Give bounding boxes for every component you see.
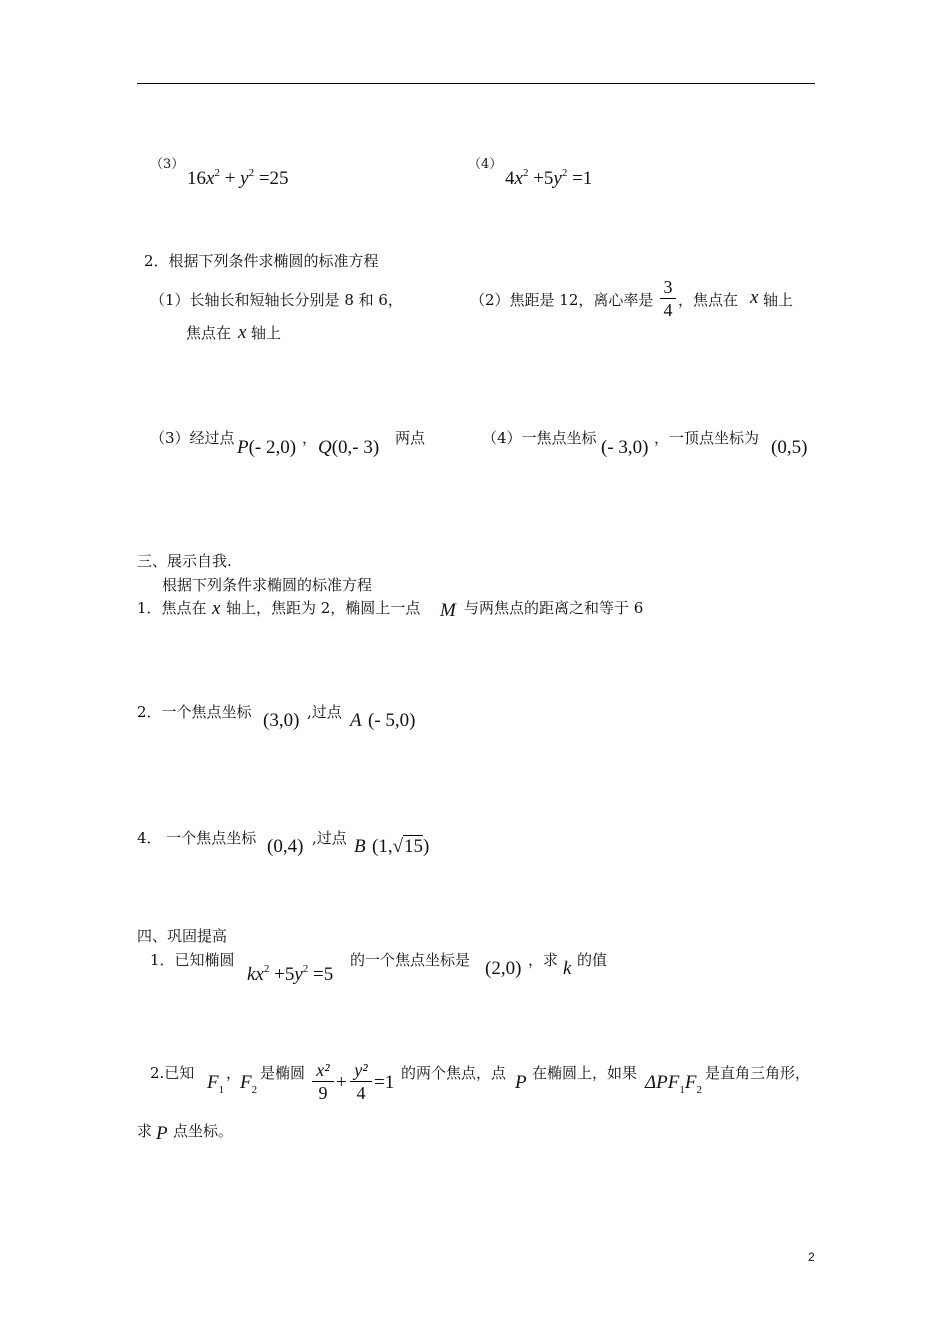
fraction-bar bbox=[350, 1081, 372, 1082]
s4-1-text-c: ，求 bbox=[528, 951, 559, 969]
q2-4-mid: ，一顶点坐标为 bbox=[654, 429, 760, 447]
section-4-title: 四、巩固提高 bbox=[137, 927, 228, 945]
s3-2-focus: (3,0) bbox=[263, 710, 300, 731]
s4-2-eq1: =1 bbox=[374, 1072, 395, 1093]
q2-3-comma: ， bbox=[302, 429, 318, 447]
s4-2-text-e: 是直角三角形， bbox=[705, 1064, 811, 1082]
fraction-denominator: 4 bbox=[663, 300, 673, 320]
point-open: (1, bbox=[372, 836, 393, 857]
s3-1-text-a: 1．焦点在 bbox=[137, 599, 207, 617]
fraction-denominator: 4 bbox=[356, 1083, 366, 1103]
fraction-numerator: x² bbox=[316, 1060, 330, 1080]
sqrt-radicand: 15 bbox=[404, 836, 424, 857]
question-2-title: 2．根据下列条件求椭圆的标准方程 bbox=[144, 252, 379, 270]
q2-4-focus: (- 3,0) bbox=[601, 437, 649, 458]
q2-4-vertex: (0,5) bbox=[771, 437, 808, 458]
section-3-title: 三、展示自我. bbox=[137, 552, 232, 570]
F2-subscript: 2 bbox=[251, 1084, 258, 1096]
triangle-sub-2: 2 bbox=[696, 1084, 702, 1096]
F1-letter: F bbox=[207, 1072, 219, 1093]
s3-2-text-a: 2．一个焦点坐标 bbox=[137, 703, 252, 721]
point-close: ) bbox=[423, 836, 430, 857]
s3-4-focus: (0,4) bbox=[267, 836, 304, 857]
s4-1-text-b: 的一个焦点坐标是 bbox=[350, 951, 471, 969]
s4-1-text-a: 1．已知椭圆 bbox=[150, 951, 235, 969]
triangle-sub-1: 1 bbox=[679, 1084, 685, 1096]
s4-2-text-b: 是椭圆 bbox=[260, 1064, 306, 1082]
s3-2-A: A bbox=[350, 710, 362, 731]
q2-2-x: x bbox=[750, 287, 759, 308]
fraction-denominator: 9 bbox=[318, 1083, 328, 1103]
q2-1-tail: 轴上 bbox=[251, 324, 282, 342]
q2-1-x: x bbox=[238, 322, 247, 343]
s3-2-text-b: ,过点 bbox=[307, 703, 342, 721]
s3-4-text-b: ,过点 bbox=[312, 829, 347, 847]
q2-3-point-Q: Q(0,- 3) bbox=[318, 437, 380, 458]
q2-4-text: （4）一焦点坐标 bbox=[482, 429, 597, 447]
s4-2-line2-b: 点坐标。 bbox=[173, 1122, 234, 1140]
fraction-y2-over-4 bbox=[350, 1060, 372, 1103]
s3-4-text-a: 4． 一个焦点坐标 bbox=[137, 829, 257, 847]
fraction-bar bbox=[660, 298, 676, 299]
s4-2-line2-P: P bbox=[156, 1123, 168, 1144]
q2-2-mid: ，焦点在 bbox=[678, 291, 739, 309]
s4-2-F2 bbox=[240, 1072, 257, 1101]
item-3-equation: $16x^2 + y^2 =25$ bbox=[187, 167, 289, 189]
s4-2-text-c: 的两个焦点，点 bbox=[401, 1064, 507, 1082]
page-number: 2 bbox=[808, 1250, 815, 1264]
s4-2-text-a: 2.已知 bbox=[150, 1064, 195, 1082]
fraction-numerator: 3 bbox=[663, 277, 673, 297]
s4-2-line2-a: 求 bbox=[137, 1122, 153, 1140]
q2-2-tail: 轴上 bbox=[763, 291, 794, 309]
s3-1-x: x bbox=[212, 598, 221, 619]
section-3-subtitle: 根据下列条件求椭圆的标准方程 bbox=[162, 576, 373, 594]
s4-2-comma: ， bbox=[226, 1064, 242, 1082]
fraction-x2-over-9 bbox=[312, 1060, 334, 1103]
s3-1-M: M bbox=[440, 600, 456, 621]
item-4-equation: $4x^2 +5y^2 =1$ bbox=[505, 167, 593, 189]
s3-4-B: B bbox=[354, 836, 366, 857]
s4-1-text-d: 的值 bbox=[577, 951, 608, 969]
fraction-numerator: y² bbox=[354, 1060, 368, 1080]
item-4-label: （4） bbox=[468, 157, 503, 172]
s4-2-text-d: 在椭圆上，如果 bbox=[532, 1064, 638, 1082]
F2-letter: F bbox=[240, 1072, 252, 1093]
q2-3-point-P: P(- 2,0) bbox=[237, 437, 297, 458]
F1-subscript: 1 bbox=[218, 1084, 225, 1096]
s4-1-k: k bbox=[563, 958, 572, 979]
triangle-F: F bbox=[684, 1072, 697, 1093]
s3-1-text-b: 轴上，焦距为 2，椭圆上一点 bbox=[226, 599, 421, 617]
q2-3-tail: 两点 bbox=[395, 429, 426, 447]
s4-2-triangle bbox=[645, 1072, 702, 1101]
s3-4-point: (1,√15) bbox=[372, 836, 430, 857]
s3-2-point: (- 5,0) bbox=[368, 710, 416, 731]
q2-1-text: （1）长轴长和短轴长分别是 8 和 6， bbox=[150, 291, 403, 309]
s4-2-P: P bbox=[515, 1072, 527, 1093]
fraction-bar bbox=[312, 1081, 334, 1082]
q2-2-text: （2）焦距是 12，离心率是 bbox=[470, 291, 654, 309]
q2-3-text: （3）经过点 bbox=[150, 429, 235, 447]
s4-1-focus: (2,0) bbox=[485, 958, 522, 979]
header-rule bbox=[137, 83, 815, 84]
q2-2-fraction bbox=[660, 277, 676, 320]
s4-2-plus: + bbox=[336, 1072, 347, 1093]
q2-1-line2: 焦点在 bbox=[186, 324, 232, 342]
s4-1-equation: $kx^2 +5y^2 =5$ bbox=[247, 963, 334, 985]
s3-1-text-c: 与两焦点的距离之和等于 6 bbox=[464, 599, 644, 617]
triangle-PF: ΔPF bbox=[645, 1072, 680, 1093]
s4-2-F1 bbox=[207, 1072, 224, 1101]
item-3-label: （3） bbox=[150, 157, 185, 172]
